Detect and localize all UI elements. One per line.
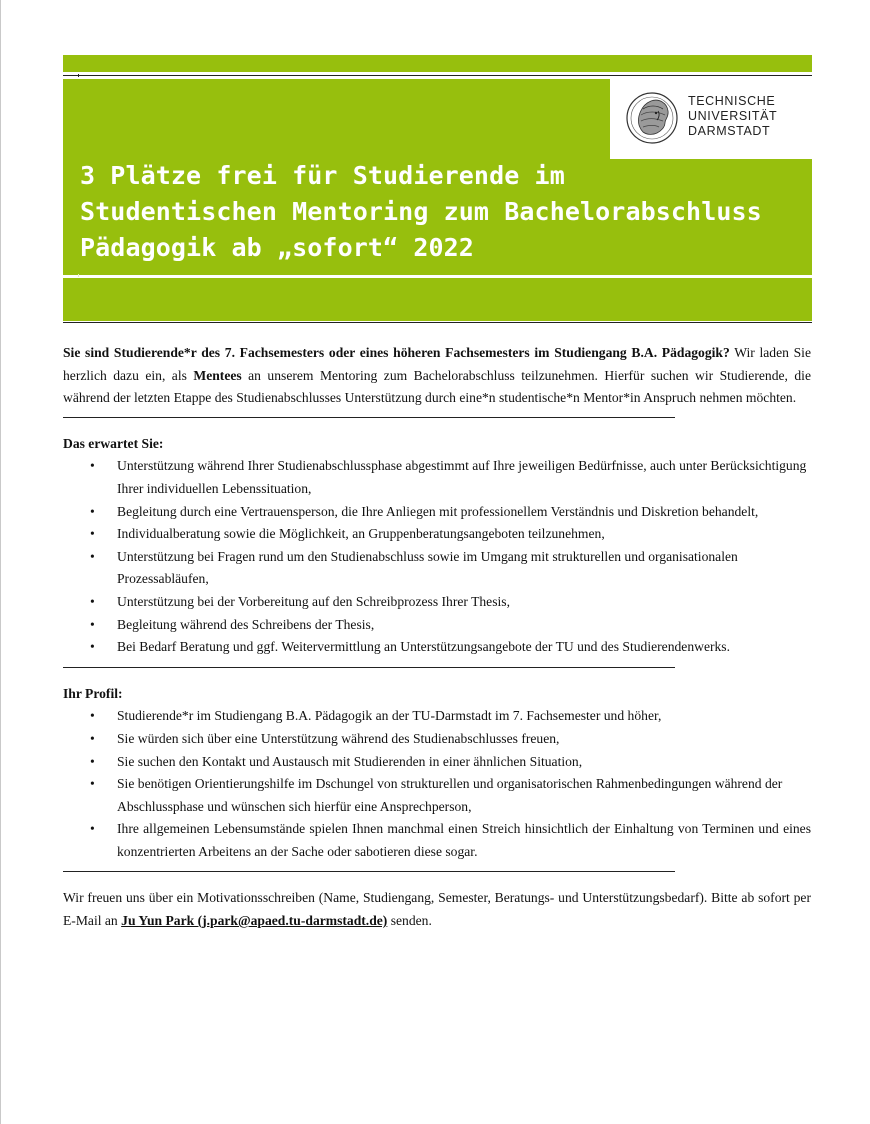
closing-paragraph [63,887,811,932]
list-item: • Sie suchen den Kontakt und Austausch mit Studierenden in einer ähnlichen Situation, [63,751,811,774]
list-item: • Begleitung während des Schreibens der Thesis, [63,614,811,637]
list-item: • Ihre allgemeinen Lebensumstände spielen Ihnen manchmal einen Streich hinsichtlich der Einhaltung von Terminen und eines konzentrierten Arbeitens an der Sache oder sabotieren diese sogar. [63,818,811,863]
bullet-icon: • [90,753,95,769]
title-line-2: Studentischen Mentoring zum Bachelorabschluss [80,197,762,226]
bullet-icon: • [90,616,95,632]
header-accent-bar [63,55,812,72]
logo-wordmark [688,94,777,139]
logo-line-2: UNIVERSITÄT [688,109,778,123]
contact-email-link[interactable]: Ju Yun Park (j.park@apaed.tu-darmstadt.de) [121,913,388,929]
closing-text-2: senden. [387,913,432,929]
title-line-1: 3 Plätze frei für Studierende im [80,161,565,190]
list-item: • Individualberatung sowie die Möglichkeit, an Gruppenberatungsangeboten teilzunehmen, [63,523,811,546]
athena-head-icon [625,89,679,147]
expect-heading: Das erwartet Sie: [63,435,164,451]
list-item: • Sie benötigen Orientierungshilfe im Dschungel von strukturellen und organisatorischen Rahmenbedingungen während der Abschlussphase und wünschen sich hierfür eine Ansprechperson, [63,773,811,818]
bullet-icon: • [90,730,95,746]
title-line-3: Pädagogik ab „sofort“ 2022 [80,233,474,262]
profile-heading: Ihr Profil: [63,685,123,701]
bullet-icon: • [90,548,95,564]
bullet-icon: • [90,458,95,474]
intro-text-1: Wir laden Sie herzlich dazu ein, als [63,345,811,383]
logo-line-3: DARMSTADT [688,124,771,138]
page-title [80,158,810,266]
section-divider [63,417,675,418]
document-body [63,342,811,933]
bullet-icon: • [90,639,95,655]
bullet-icon: • [90,593,95,609]
banner-bottom-bar [63,278,812,321]
section-divider [63,871,675,872]
list-item: • Bei Bedarf Beratung und ggf. Weitervermittlung an Unterstützungsangebote der TU und des Studierendenwerks. [63,636,811,659]
banner-tick [78,274,79,277]
list-item: • Unterstützung während Ihrer Studienabschlussphase abgestimmt auf Ihre jeweiligen Bedürfnisse, auch unter Berücksichtigung Ihrer individuellen Lebenssituation, [63,455,811,500]
header-tick [78,74,79,77]
section-divider [63,667,675,668]
list-item: • Unterstützung bei der Vorbereitung auf den Schreibprozess Ihrer Thesis, [63,591,811,614]
bullet-icon: • [90,526,95,542]
list-item: • Begleitung durch eine Vertrauensperson, die Ihre Anliegen mit professionellem Verständnis und Diskretion behandelt, [63,501,811,524]
bullet-icon: • [90,776,95,792]
closing-text-1: Wir freuen uns über ein Motivationsschreiben (Name, Studiengang, Semester, Beratungs- und Unterstützungsbedarf). Bitte ab sofort per E-Mail an [63,890,811,929]
intro-mentees: Mentees [193,367,242,383]
header-rule-top [63,75,812,76]
bullet-icon: • [90,503,95,519]
bullet-icon: • [90,821,95,837]
list-item: • Studierende*r im Studiengang B.A. Pädagogik an der TU-Darmstadt im 7. Fachsemester und höher, [63,705,811,728]
list-item: • Unterstützung bei Fragen rund um den Studienabschluss sowie im Umgang mit strukturellen und organisationalen Prozessabläufen, [63,546,811,591]
banner-divider [63,276,812,277]
expect-list [63,455,811,658]
header-rule-bottom [63,322,812,323]
intro-text-2: an unserem Mentoring zum Bachelorabschluss teilzunehmen. Hierfür suchen wir Studierende, die während der letzten Etappe des Studienabschlusses Unterstützung durch eine*n studentische*n Mentor*in Anspruch nehmen möchten. [63,367,811,406]
logo-line-1: TECHNISCHE [688,94,776,108]
list-item: • Sie würden sich über eine Unterstützung während des Studienabschlusses freuen, [63,728,811,751]
intro-paragraph [63,342,811,410]
intro-lead: Sie sind Studierende*r des 7. Fachsemesters oder eines höheren Fachsemesters im Studiengang B.A. Pädagogik? [63,345,730,360]
page-edge [0,0,1,1124]
profile-list [63,705,811,863]
bullet-icon: • [90,708,95,724]
university-logo [610,79,812,159]
